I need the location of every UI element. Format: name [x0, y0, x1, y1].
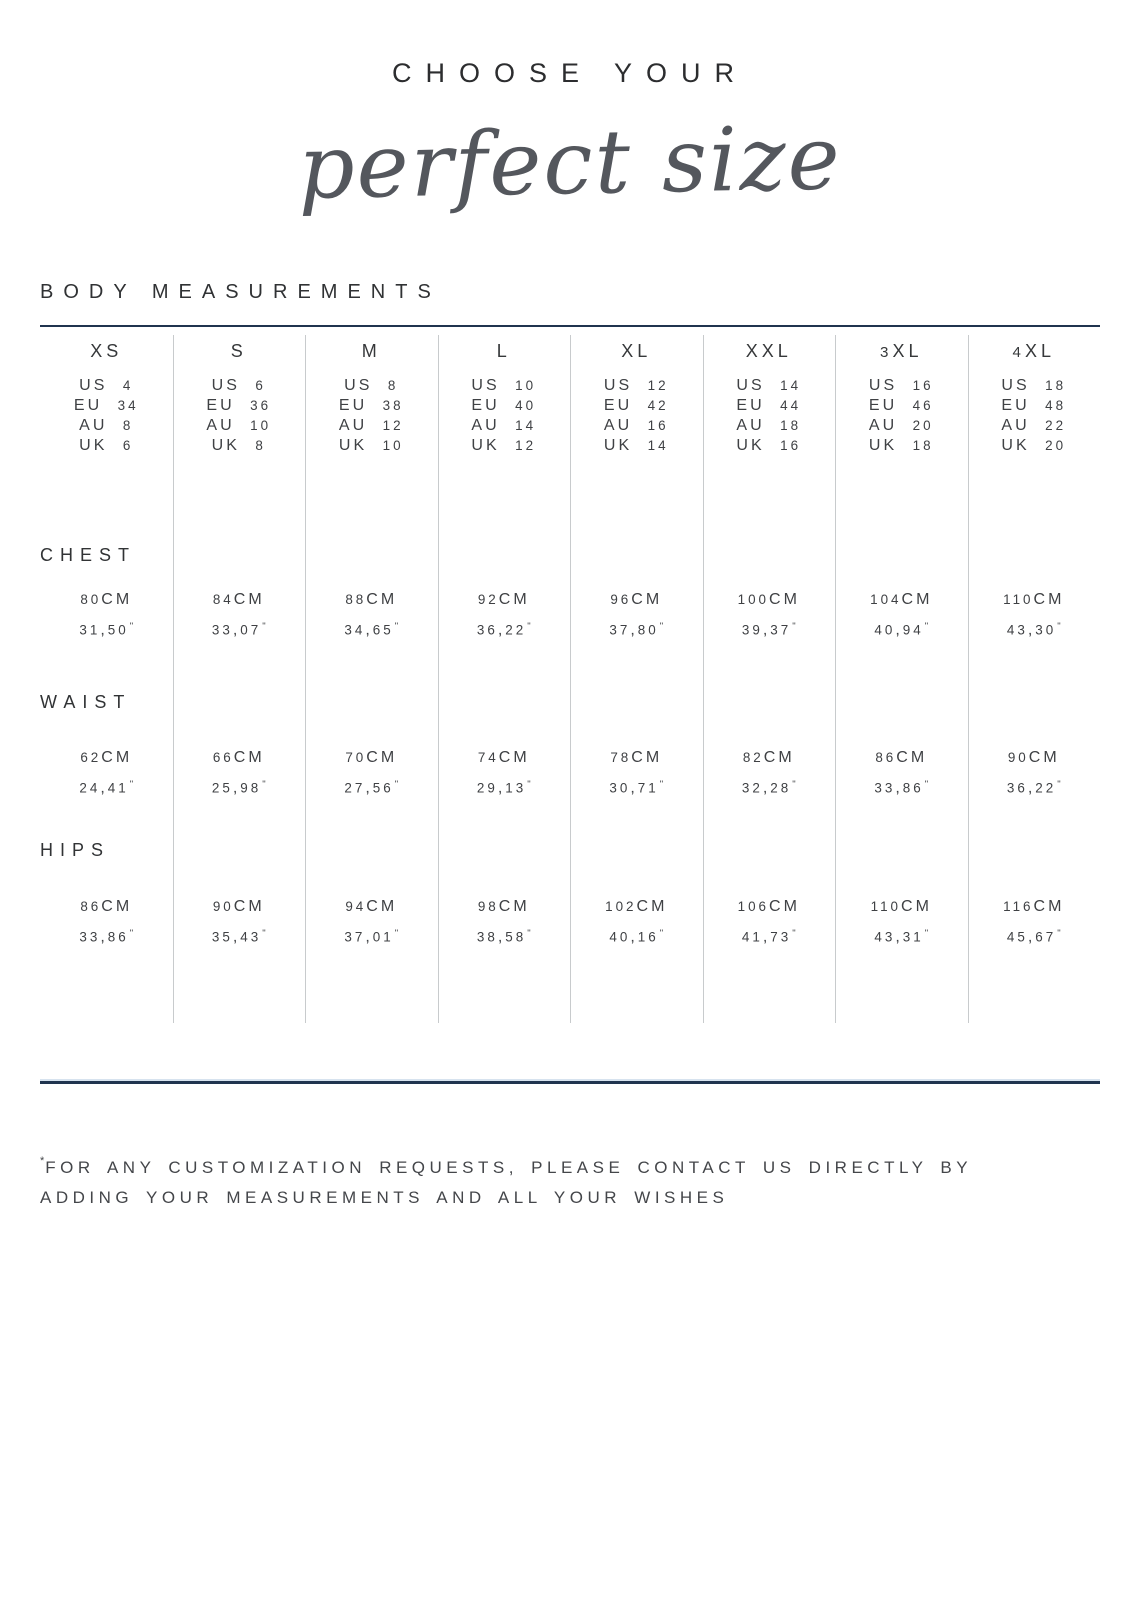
size-column — [570, 327, 703, 1025]
size-systems-block — [305, 376, 438, 456]
chest-inches: 33,07" — [211, 621, 266, 639]
hips-cm: 90CM — [212, 897, 265, 915]
waist-cm: 86CM — [875, 749, 928, 767]
au-size: AU 10 — [206, 417, 272, 434]
uk-size: UK 6 — [79, 437, 134, 454]
chest-inches: 39,37" — [741, 621, 796, 639]
section-title: BODY MEASUREMENTS — [40, 281, 441, 303]
waist-values — [40, 744, 173, 801]
chest-cm: 84CM — [212, 591, 265, 608]
size-column — [305, 327, 438, 1025]
hips-inches: 38,58" — [476, 927, 531, 945]
hips-inches: 40,16" — [609, 927, 664, 945]
size-column-header: 4XL — [1012, 341, 1055, 361]
hips-values — [703, 893, 836, 950]
uk-size: UK 18 — [868, 437, 934, 454]
waist-cm: 70CM — [345, 749, 398, 767]
uk-size: UK 10 — [338, 437, 404, 454]
size-column — [173, 327, 306, 1025]
row-label-chest: CHEST — [40, 545, 137, 565]
chest-inches: 37,80" — [609, 621, 664, 639]
hips-cm: 106CM — [737, 897, 800, 915]
hips-inches: 33,86" — [79, 927, 134, 945]
hips-cm: 116CM — [1003, 897, 1065, 915]
chest-cm: 88CM — [345, 591, 398, 608]
hips-cm: 110CM — [870, 897, 932, 915]
hips-cm: 102CM — [605, 897, 668, 915]
size-column — [835, 327, 968, 1025]
eu-size: EU 48 — [1001, 397, 1067, 414]
waist-inches: 25,98" — [211, 779, 266, 797]
size-column-header: M — [361, 341, 381, 361]
waist-values — [703, 744, 836, 801]
waist-values — [835, 744, 968, 801]
column-divider — [703, 335, 704, 1023]
us-size: US 6 — [211, 377, 266, 394]
us-size: US 12 — [603, 377, 669, 394]
au-size: AU 16 — [603, 417, 669, 434]
eu-size: EU 40 — [471, 397, 537, 414]
hips-values — [968, 893, 1101, 950]
waist-values — [570, 744, 703, 801]
size-column — [40, 327, 173, 1025]
hips-cm: 86CM — [80, 897, 133, 915]
chest-values — [570, 586, 703, 643]
hips-values — [835, 893, 968, 950]
size-column-header: XXL — [745, 341, 792, 361]
chest-values — [305, 586, 438, 643]
hips-cm: 98CM — [477, 897, 530, 915]
size-systems-block — [703, 376, 836, 456]
uk-size: UK 16 — [736, 437, 802, 454]
size-column — [438, 327, 571, 1025]
eu-size: EU 44 — [736, 397, 802, 414]
waist-inches: 24,41" — [79, 779, 134, 797]
footnote-text: FOR ANY CUSTOMIZATION REQUESTS, PLEASE CONTACT US DIRECTLY BY ADDING YOUR MEASUREMENTS AND ALL YOUR WISHES — [40, 1158, 972, 1207]
chest-inches: 36,22" — [476, 621, 531, 639]
waist-inches: 32,28" — [741, 779, 796, 797]
waist-values — [173, 744, 306, 801]
waist-values — [438, 744, 571, 801]
hips-inches: 43,31" — [874, 927, 929, 945]
size-column-header: S — [230, 341, 247, 361]
waist-inches: 30,71" — [609, 779, 664, 797]
uk-size: UK 20 — [1001, 437, 1067, 454]
size-systems-block — [570, 376, 703, 456]
hips-inches: 35,43" — [211, 927, 266, 945]
chest-values — [835, 586, 968, 643]
waist-cm: 90CM — [1007, 749, 1060, 767]
waist-inches: 36,22" — [1006, 779, 1061, 797]
size-column-header: XS — [90, 341, 123, 361]
waist-values — [968, 744, 1101, 801]
waist-inches: 27,56" — [344, 779, 399, 797]
eu-size: EU 38 — [338, 397, 404, 414]
waist-cm: 74CM — [477, 749, 530, 767]
hips-inches: 45,67" — [1006, 927, 1061, 945]
column-divider — [835, 335, 836, 1023]
size-table — [40, 327, 1100, 1025]
column-divider — [570, 335, 571, 1023]
row-label-waist: WAIST — [40, 692, 132, 712]
chest-cm: 110CM — [1003, 591, 1065, 608]
footnote-asterisk: * — [40, 1155, 46, 1167]
chest-cm: 100CM — [737, 591, 800, 608]
size-column-header: 3XL — [880, 341, 923, 361]
row-label-hips: HIPS — [40, 840, 111, 860]
uk-size: UK 14 — [603, 437, 669, 454]
us-size: US 14 — [736, 377, 802, 394]
hips-values — [173, 893, 306, 950]
eu-size: EU 46 — [868, 397, 934, 414]
size-systems-block — [835, 376, 968, 456]
header-script-title: perfect size — [297, 106, 843, 219]
chest-values — [173, 586, 306, 643]
column-divider — [305, 335, 306, 1023]
au-size: AU 18 — [736, 417, 802, 434]
waist-values — [305, 744, 438, 801]
us-size: US 10 — [471, 377, 537, 394]
hips-inches: 41,73" — [741, 927, 796, 945]
eu-size: EU 36 — [206, 397, 272, 414]
hips-values — [438, 893, 571, 950]
size-systems-block — [173, 376, 306, 456]
chest-values — [438, 586, 571, 643]
bottom-rule-divider — [40, 1081, 1100, 1084]
column-divider — [968, 335, 969, 1023]
size-systems-block — [438, 376, 571, 456]
waist-cm: 82CM — [742, 749, 795, 767]
hips-values — [40, 893, 173, 950]
us-size: US 8 — [344, 377, 399, 394]
header-kicker: CHOOSE YOUR — [391, 58, 749, 88]
eu-size: EU 42 — [603, 397, 669, 414]
chest-cm: 104CM — [870, 591, 933, 608]
us-size: US 4 — [79, 377, 134, 394]
au-size: AU 22 — [1001, 417, 1067, 434]
au-size: AU 8 — [79, 417, 134, 434]
chest-inches: 43,30" — [1006, 621, 1061, 639]
size-column-header: XL — [621, 341, 652, 361]
au-size: AU 14 — [471, 417, 537, 434]
size-column — [703, 327, 836, 1025]
waist-inches: 29,13" — [476, 779, 531, 797]
hips-values — [305, 893, 438, 950]
chest-cm: 80CM — [80, 591, 133, 608]
uk-size: UK 12 — [471, 437, 537, 454]
us-size: US 18 — [1001, 377, 1067, 394]
size-column — [968, 327, 1101, 1025]
waist-cm: 78CM — [610, 749, 663, 767]
size-systems-block — [968, 376, 1101, 456]
au-size: AU 12 — [338, 417, 404, 434]
chest-inches: 31,50" — [79, 621, 134, 639]
chest-values — [703, 586, 836, 643]
column-divider — [173, 335, 174, 1023]
chest-values — [40, 586, 173, 643]
footnote — [40, 1146, 1045, 1213]
column-divider — [438, 335, 439, 1023]
uk-size: UK 8 — [211, 437, 266, 454]
chest-inches: 40,94" — [874, 621, 929, 639]
waist-cm: 66CM — [212, 749, 265, 767]
chest-inches: 34,65" — [344, 621, 399, 639]
size-systems-block — [40, 376, 173, 456]
eu-size: EU 34 — [73, 397, 139, 414]
waist-inches: 33,86" — [874, 779, 929, 797]
us-size: US 16 — [868, 377, 934, 394]
waist-cm: 62CM — [80, 749, 133, 767]
hips-inches: 37,01" — [344, 927, 399, 945]
chest-cm: 96CM — [610, 591, 663, 608]
chest-cm: 92CM — [477, 591, 530, 608]
au-size: AU 20 — [868, 417, 934, 434]
size-column-header: L — [496, 341, 511, 361]
chest-values — [968, 586, 1101, 643]
hips-values — [570, 893, 703, 950]
hips-cm: 94CM — [345, 897, 398, 915]
